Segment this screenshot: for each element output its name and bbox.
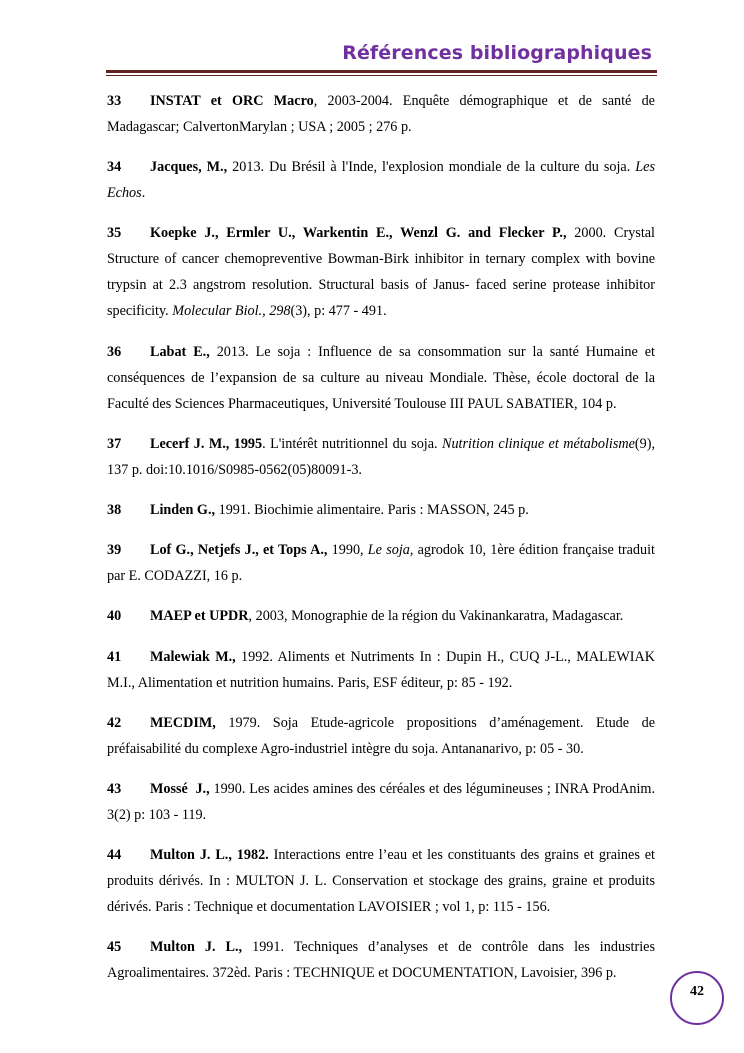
reference-author: Lecerf J. M., 1995 — [150, 435, 263, 452]
reference-number: 39 — [107, 542, 122, 559]
reference-item — [107, 339, 655, 417]
reference-number: 41 — [107, 648, 122, 665]
reference-author: Labat E., — [150, 343, 210, 360]
reference-author: Koepke J., Ermler U., Warkentin E., Wenzl G. and Flecker P., — [150, 225, 567, 242]
reference-number: 33 — [107, 93, 122, 109]
reference-number: 34 — [107, 159, 122, 176]
reference-italic: Les Echos — [107, 159, 655, 202]
header-rule-thin — [106, 75, 657, 76]
reference-text: 2000. Crystal Structure of cancer chemopreventive Bowman-Birk inhibitor in ternary complex with bovine trypsin at 2.3 angstrom resolution. Structural basis of Janus- faced serine protease inhibitor specificity. — [107, 225, 655, 320]
reference-number: 38 — [107, 501, 122, 518]
reference-text: 1992. Aliments et Nutriments In : Dupin H., CUQ J-L., MALEWIAK M.I., Alimentation et nutrition humains. Paris, ESF éditeur, p: 85 - 192. — [107, 648, 655, 691]
reference-item — [107, 497, 655, 523]
reference-list — [107, 88, 655, 998]
reference-item — [107, 776, 655, 828]
reference-text: 1979. Soja Etude-agricole propositions d’aménagement. Etude de préfaisabilité du complexe Agro-industriel intègre du soja. Antananarivo, p: 05 - 30. — [107, 714, 655, 757]
page-number: 42 — [690, 984, 704, 999]
header-rule-thick — [106, 70, 657, 73]
reference-text: 1990, — [327, 542, 368, 559]
page-number-badge — [670, 971, 724, 1025]
reference-text-end: (3), p: 477 - 491. — [290, 303, 387, 320]
reference-text-end: , agrodok 10, 1ère édition française traduit par E. CODAZZI, 16 p. — [107, 542, 655, 585]
reference-number: 35 — [107, 225, 122, 242]
reference-number: 40 — [107, 608, 122, 625]
reference-author: INSTAT et ORC Macro — [150, 93, 314, 109]
reference-number: 42 — [107, 714, 122, 731]
reference-text: . L'intérêt nutritionnel du soja. — [262, 435, 442, 452]
reference-author: Multon J. L., 1982. — [150, 847, 269, 864]
reference-item — [107, 88, 655, 140]
reference-author: Malewiak M., — [150, 648, 236, 665]
reference-item — [107, 431, 655, 483]
reference-text: , 2003-2004. Enquête démographique et de santé de Madagascar; CalvertonMarylan ; USA ; 2005 ; 276 p. — [107, 93, 655, 135]
reference-number: 44 — [107, 847, 122, 864]
reference-italic: Nutrition clinique et métabolisme — [441, 435, 635, 452]
reference-italic: Molecular Biol., 298 — [172, 303, 291, 320]
reference-item — [107, 644, 655, 696]
reference-italic: Le soja — [367, 542, 410, 559]
reference-text-end: (9), 137 p. doi:10.1016/S0985-0562(05)80091-3. — [107, 435, 655, 478]
reference-number: 37 — [107, 435, 122, 452]
reference-text: 2013. Le soja : Influence de sa consommation sur la santé Humaine et conséquences de l’expansion de sa culture au niveau Mondiale. Thèse, école doctoral de la Faculté des Sciences Pharmaceutiques, Université Toulouse III PAUL SABATIER, 104 p. — [107, 343, 655, 412]
reference-author: Multon J. L., — [150, 939, 243, 956]
page-header-title: Références bibliographiques — [342, 42, 652, 64]
reference-text: 1991. Techniques d’analyses et de contrôle dans les industries Agroalimentaires. 372èd. Paris : TECHNIQUE et DOCUMENTATION, Lavoisier, 396 p. — [107, 939, 655, 982]
reference-item — [107, 603, 655, 629]
reference-author: Linden G., — [150, 501, 216, 518]
reference-author: Mossé J., — [150, 780, 210, 797]
reference-item — [107, 537, 655, 589]
reference-author: Jacques, M., — [150, 159, 228, 176]
reference-item — [107, 220, 655, 324]
reference-text: Interactions entre l’eau et les constituants des grains et graines et produits dérivés. In : MULTON J. L. Conservation et stockage des grains, graine et produits dérivés. Paris : Technique et documentation LAVOISIER ; vol 1, p: 115 - 156. — [107, 847, 655, 916]
reference-item — [107, 154, 655, 206]
reference-text: 1990. Les acides amines des céréales et des légumineuses ; INRA ProdAnim. 3(2) p: 103 - 119. — [107, 780, 655, 823]
reference-number: 36 — [107, 343, 122, 360]
reference-item — [107, 710, 655, 762]
reference-number: 43 — [107, 780, 122, 797]
reference-item — [107, 934, 655, 986]
reference-text-end: . — [141, 185, 146, 202]
reference-author: MAEP et UPDR — [150, 608, 249, 625]
reference-item — [107, 842, 655, 920]
reference-author: Lof G., Netjefs J., et Tops A., — [150, 542, 328, 559]
reference-text: 1991. Biochimie alimentaire. Paris : MASSON, 245 p. — [215, 501, 529, 518]
reference-number: 45 — [107, 939, 122, 956]
reference-text: 2013. Du Brésil à l'Inde, l'explosion mondiale de la culture du soja. — [227, 159, 636, 176]
reference-author: MECDIM, — [150, 714, 216, 731]
reference-text: , 2003, Monographie de la région du Vakinankaratra, Madagascar. — [248, 608, 624, 625]
